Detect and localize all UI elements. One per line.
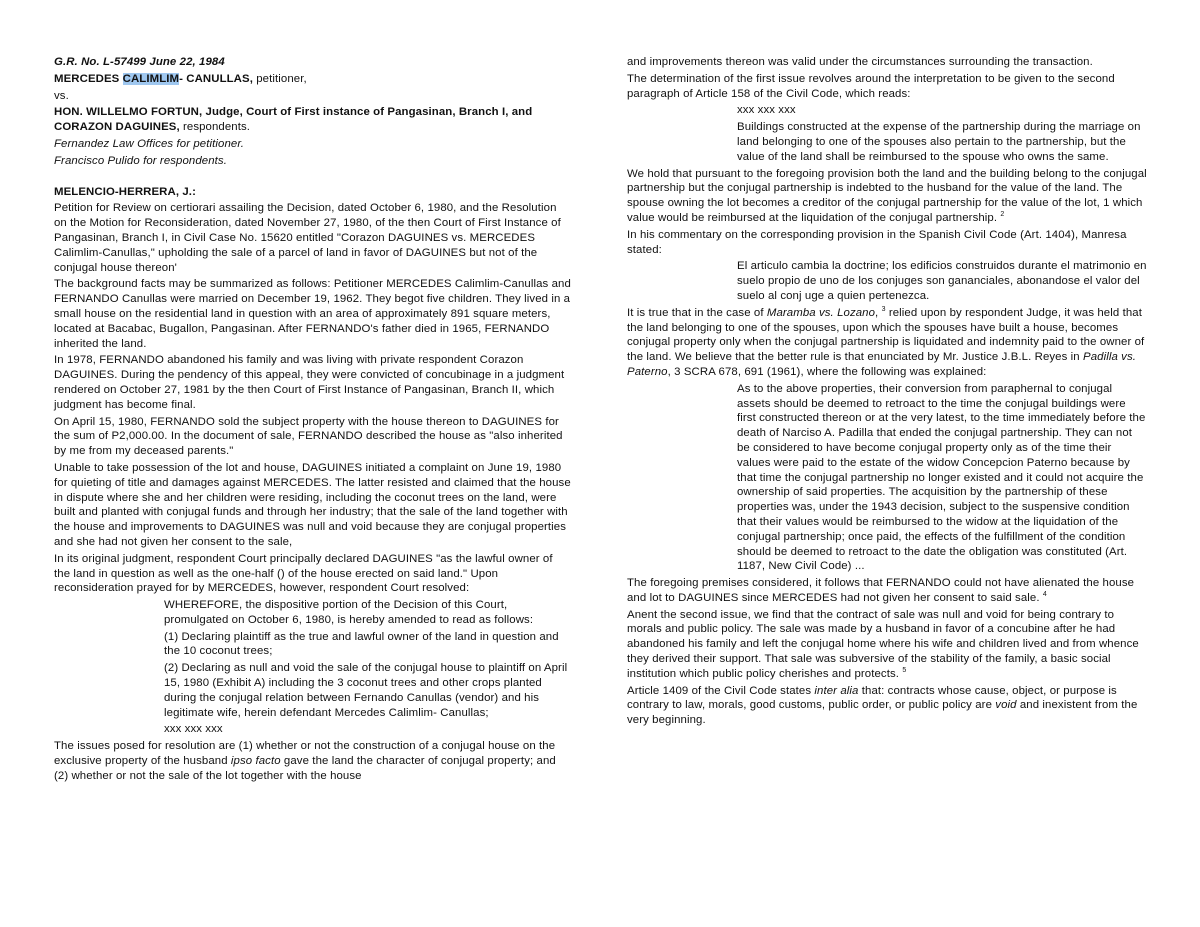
footnote-2[interactable]: 2: [1000, 211, 1005, 219]
case-citation-maramba: Maramba vs. Lozano: [766, 306, 876, 319]
footnote-4[interactable]: 4: [1042, 591, 1047, 599]
right-paragraph-5-text-c: relied upon by respondent Judge, it was held that the land belonging to one of the spouses, upon which the spouses have built a house, becomes conjugal property only when the conjugal partnership is liquidated and indemnity paid to the owner of the land. We believe that the better rule is that enunciated by Mr. Justice J.B.L. Reyes in: [627, 306, 1145, 364]
right-column: [627, 55, 1147, 730]
quote-ellipsis: xxx xxx xxx: [164, 723, 223, 736]
right-paragraph-1: and improvements thereon was valid under the circumstances surrounding the transaction.: [627, 56, 1093, 68]
right-paragraph-8-text-c: and inexistent from the very beginning.: [627, 699, 1138, 727]
paragraph-7-text-a: The issues posed for resolution are (1) whether or not the construction of a conjugal house on the exclusive property of the husband: [54, 740, 556, 768]
paragraph-2: The background facts may be summarized as follows: Petitioner MERCEDES Calimlim-Canullas and FERNANDO Canullas were married on December 19, 1962. They begot five children. They lived in a small house on the residential land in question with an area of approximately 891 square meters, located at Bacabac, Bugallon, Pangasinan. After FERNANDO's father died in 1965, FERNANDO inherited the land.: [54, 278, 571, 350]
right-quote-manresa: El articulo cambia la doctrine; los edificios construidos durante el matrimonio en suelo propio de uno de los conjuges son gananciales, abonandose el valor del suelo al conj uge a quien pertenezca.: [737, 260, 1147, 302]
right-paragraph-3: [627, 167, 1147, 226]
right-quote-ellipsis: xxx xxx xxx: [737, 104, 796, 117]
quote-item-2: (2) Declaring as null and void the sale of the conjugal house to plaintiff on April 15, 1980 (Exhibit A) including the 3 coconut trees and other crops planted during the conjugal relation between Fernando Canullas (vendor) and his legitimate wife, herein defendant Mercedes Calimlim- Canullas;: [164, 662, 568, 719]
right-paragraph-5: [627, 306, 1147, 380]
petitioner-name-b: - CANULLAS,: [179, 72, 253, 85]
right-quote-article-158: Buildings constructed at the expense of the partnership during the marriage on land belonging to one of the spouses also pertain to the partnership, but the value of the land shall be reimbursed to the spouse who owns the same.: [737, 121, 1141, 163]
right-paragraph-4: In his commentary on the corresponding provision in the Spanish Civil Code (Art. 1404), Manresa stated:: [627, 228, 1127, 256]
quote-item-1: (1) Declaring plaintiff as the true and lawful owner of the land in question and the 10 coconut trees;: [164, 630, 559, 658]
right-paragraph-8-text-a: Article 1409 of the Civil Code states: [627, 684, 815, 697]
respondents-role: respondents.: [179, 121, 251, 134]
footnote-5[interactable]: 5: [902, 667, 907, 675]
right-paragraph-7: [627, 608, 1147, 682]
respondents-line: [54, 105, 572, 135]
petitioner-name-highlight[interactable]: CALIMLIM: [122, 72, 180, 85]
right-paragraph-3-text: We hold that pursuant to the foregoing provision both the land and the building belong to the conjugal partnership but the conjugal partnership is indebted to the husband for the value of the land. The spouse owning the lot becomes a creditor of the conjugal partnership for the value of the lot, 1 which value would be reimbursed at the liquidation of the conjugal partnership.: [627, 167, 1147, 224]
counsel-petitioner: Fernandez Law Offices for petitioner.: [54, 137, 245, 150]
paragraph-7: [54, 739, 572, 783]
right-paragraph-2: The determination of the first issue revolves around the interpretation to be given to the second paragraph of Article 158 of the Civil Code, which reads:: [627, 72, 1115, 100]
right-paragraph-8-italic-2: void: [995, 699, 1017, 712]
paragraph-7-italic: ipso facto: [230, 755, 281, 768]
right-paragraph-8: [627, 684, 1147, 728]
respondents-names: HON. WILLELMO FORTUN, Judge, Court of First instance of Pangasinan, Branch I, and CORAZON DAGUINES,: [54, 106, 533, 134]
paragraph-3: In 1978, FERNANDO abandoned his family and was living with private respondent Corazon DAGUINES. During the pendency of this appeal, they were convicted of concubinage in a judgment rendered on October 27, 1981 by the then Court of First Instance of Pangasinan, Branch II, which judgment has become final.: [54, 354, 565, 411]
right-paragraph-6-text: The foregoing premises considered, it follows that FERNANDO could not have alienated the house and lot to DAGUINES since MERCEDES had not given her consent to said sale.: [627, 577, 1135, 604]
right-paragraph-5-text-d: , 3 SCRA 678, 691 (1961), where the following was explained:: [667, 365, 987, 378]
footnote-3[interactable]: 3: [881, 305, 886, 313]
paragraph-7-text-b: gave the land the character of conjugal property; and (2) whether or not the sale of the lot together with the house: [54, 755, 556, 782]
ponente: MELENCIO-HERRERA, J.:: [54, 185, 196, 198]
petitioner-name-a: MERCEDES: [54, 72, 123, 85]
counsel-respondents: Francisco Pulido for respondents.: [54, 154, 227, 167]
right-paragraph-5-text-a: It is true that in the case of: [627, 306, 767, 319]
right-paragraph-8-italic-1: inter alia: [814, 684, 859, 697]
quote-wherefore: WHEREFORE, the dispositive portion of the Decision of this Court, promulgated on October 6, 1980, is hereby amended to read as follows:: [164, 599, 534, 626]
left-column: [54, 55, 572, 786]
paragraph-4: On April 15, 1980, FERNANDO sold the subject property with the house thereon to DAGUINES for the sum of P2,000.00. In the document of sale, FERNANDO described the house as "also inherited by me from my deceased parents.": [54, 415, 563, 458]
paragraph-1: Petition for Review on certiorari assailing the Decision, dated October 6, 1980, and the Resolution on the Motion for Reconsideration, dated November 27, 1980, of the then Court of First Instance of Pangasinan, Branch I, in Civil Case No. 15620 entitled "Corazon DAGUINES vs. MERCEDES Calimlim-Canullas," upholding the sale of a parcel of land in favor of DAGUINES but not of the conjugal house thereon': [54, 202, 561, 274]
right-paragraph-5-text-b: ,: [875, 306, 882, 319]
right-paragraph-7-text: Anent the second issue, we find that the contract of sale was null and void for being contrary to morals and public policy. The sale was made by a husband in favor of a concubine after he had abandoned his family and left the conjugal home where his wife and children lived and from whence they derived their support. That sale was subversive of the stability of the family, a basic social institution which public policy cherishes and protects.: [627, 608, 1139, 680]
right-quote-padilla: As to the above properties, their conversion from paraphernal to conjugal assets should be deemed to retroact to the time the conjugal buildings were first constructed thereon or at the very latest, to the time immediately before the death of Narciso A. Padilla that ended the conjugal partnership. They can not be considered to have become conjugal property only as of the time their values were paid to the estate of the widow Concepcion Paterno because by that time the conjugal partnership no longer existed and it could not acquire the ownership of said properties. The acquisition by the partnership of these properties was, under the 1943 decision, subject to the suspensive condition that their values would be reimbursed to the widow at the liquidation of the conjugal partnership; once paid, the effects of the fulfillment of the condition should be deemed to retroact to the date the obligation was constituted (Art. 1187, New Civil Code) ...: [737, 382, 1146, 573]
petitioner-line: [54, 72, 572, 87]
versus: vs.: [54, 89, 69, 102]
right-paragraph-6: [627, 576, 1147, 606]
right-paragraph-8-text-b: that: contracts whose cause, object, or purpose is contrary to law, morals, good customs, public order, or public policy are: [627, 684, 1117, 712]
case-citation-padilla: Padilla vs. Paterno: [627, 351, 1137, 378]
petitioner-role: petitioner,: [252, 72, 307, 85]
paragraph-6: In its original judgment, respondent Court principally declared DAGUINES "as the lawful owner of the land in question as well as the one-half () of the house erected on said land." Upon reconsideration prayed for by MERCEDES, however, respondent Court resolved:: [54, 552, 553, 595]
case-number: G.R. No. L-57499 June 22, 1984: [54, 56, 225, 68]
paragraph-5: Unable to take possession of the lot and house, DAGUINES initiated a complaint on June 19, 1980 for quieting of title and damages against MERCEDES. The latter resisted and claimed that the house in dispute where she and her children were residing, including the coconut trees on the land, were built and planted with conjugal funds and through her industry; that the sale of the land together with the house and improvements to DAGUINES was null and void because they are conjugal properties and she had not given her consent to the sale,: [54, 461, 571, 548]
